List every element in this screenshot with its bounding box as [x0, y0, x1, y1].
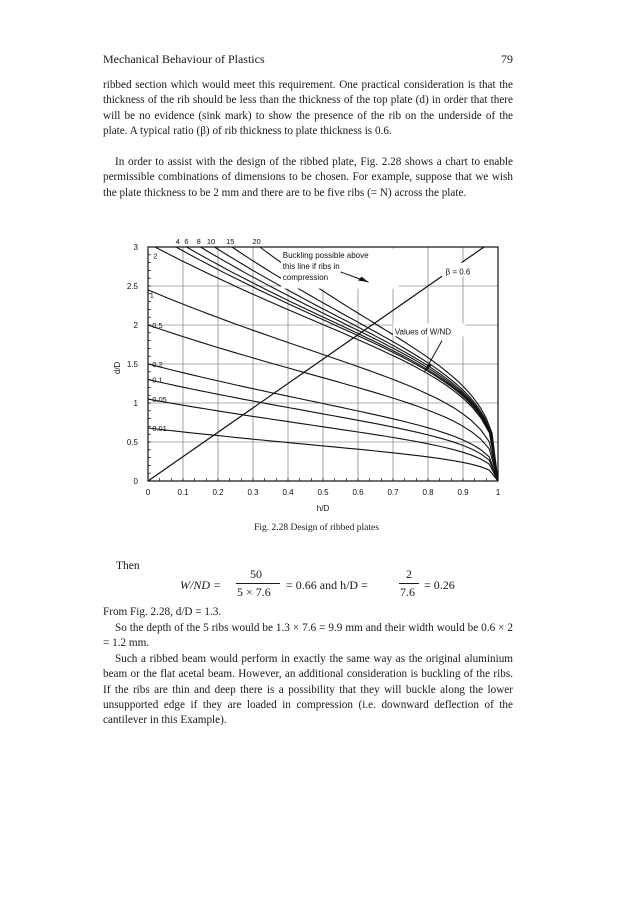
top-series-label: 8 [196, 237, 201, 246]
top-series-label: 4 [175, 237, 180, 246]
x-tick-label: 0.6 [352, 488, 364, 497]
design-chart [108, 232, 513, 522]
top-series-label: 15 [226, 237, 235, 246]
series-label: 0.01 [152, 423, 167, 433]
top-series-label: 20 [252, 237, 261, 246]
buckling-annotation-text: Buckling possible above [282, 250, 369, 260]
series-label: 1 [149, 290, 154, 300]
figure-caption: Fig. 2.28 Design of ribbed plates [254, 523, 379, 533]
series-label: 0.5 [152, 321, 163, 330]
x-tick-label: 0.5 [317, 488, 329, 497]
y-tick-label: 2 [133, 321, 138, 330]
page-number: 79 [501, 52, 513, 66]
y-tick-label: 2.5 [126, 282, 138, 291]
top-series-label: 6 [184, 237, 189, 246]
x-tick-label: 1 [495, 488, 501, 497]
formula-denominator-1: 5 × 7.6 [237, 585, 271, 599]
buckling-annotation-text: this line if ribs in [282, 261, 340, 271]
paragraph-2: In order to assist with the design of the ribbed plate, Fig. 2.28 shows a chart to enable permissible combinations of dimensions to be chosen. For example, suppose that we wish the plate thickness to be 2 mm and there are to be five ribs (= N) across the plate. [103, 156, 513, 199]
series-label: 0.1 [152, 375, 163, 385]
beta-label: β = 0.6 [445, 267, 471, 277]
formula-numerator-2: 2 [406, 567, 412, 581]
x-axis-label: h/D [316, 504, 330, 513]
series-label: 0.05 [152, 395, 167, 405]
x-tick-label: 0.3 [247, 488, 259, 497]
formula-numerator-1: 50 [250, 567, 262, 581]
x-tick-label: 0.1 [177, 488, 189, 497]
top-series-label: 10 [206, 237, 216, 246]
running-title: Mechanical Behaviour of Plastics [103, 52, 265, 66]
x-tick-label: 0.8 [422, 488, 434, 497]
buckling-annotation-text: compression [282, 272, 329, 282]
x-tick-label: 0.7 [387, 488, 399, 497]
formula-rhs: = 0.26 [424, 578, 455, 592]
x-tick-label: 0 [145, 488, 151, 497]
formula-denominator-2: 7.6 [400, 585, 415, 599]
y-tick-label: 3 [133, 243, 138, 252]
paragraph-5: Such a ribbed beam would perform in exactly the same way as the original aluminium beam or the flat acetal beam. However, an additional consideration is buckling of the ribs. If the ribs are thin and deep there is a possibility that they will buckle along the lower unsupported edge if they are loaded in compression (i.e. downward deflection of the cantilever in this Example). [103, 653, 513, 727]
y-tick-label: 1.5 [126, 360, 138, 369]
paragraph-4: So the depth of the 5 ribs would be 1.3 × 7.6 = 9.9 mm and their width would be 0.6 × 2 = 1.2 mm. [103, 622, 513, 650]
formula [180, 567, 480, 601]
y-tick-label: 0.5 [126, 438, 138, 447]
y-tick-label: 0 [133, 477, 138, 486]
y-axis-label: d/D [113, 361, 122, 375]
fraction-bar-1 [236, 583, 280, 584]
formula-lhs: W/ND = [180, 578, 222, 592]
fraction-bar-2 [399, 583, 419, 584]
paragraph-1: ribbed section which would meet this requirement. One practical consideration is that the thickness of the rib should be less than the thickness of the top plate (d) in order that there will be no evidence (sink mark) to show the presence of the rib on the underside of the plate. A typical ratio (β) of rib thickness to plate thickness is 0.6. [103, 79, 513, 137]
series-label: 2 [153, 251, 158, 261]
then-label: Then [116, 560, 140, 572]
values-label: Values of W/ND [394, 327, 452, 337]
x-tick-label: 0.2 [212, 488, 224, 497]
x-tick-label: 0.4 [282, 488, 294, 497]
formula-middle: = 0.66 and h/D = [286, 578, 368, 592]
series-label: 0.2 [152, 360, 163, 369]
x-tick-label: 0.9 [457, 488, 469, 497]
paragraph-3: From Fig. 2.28, d/D = 1.3. [103, 606, 222, 618]
y-tick-label: 1 [133, 399, 138, 408]
